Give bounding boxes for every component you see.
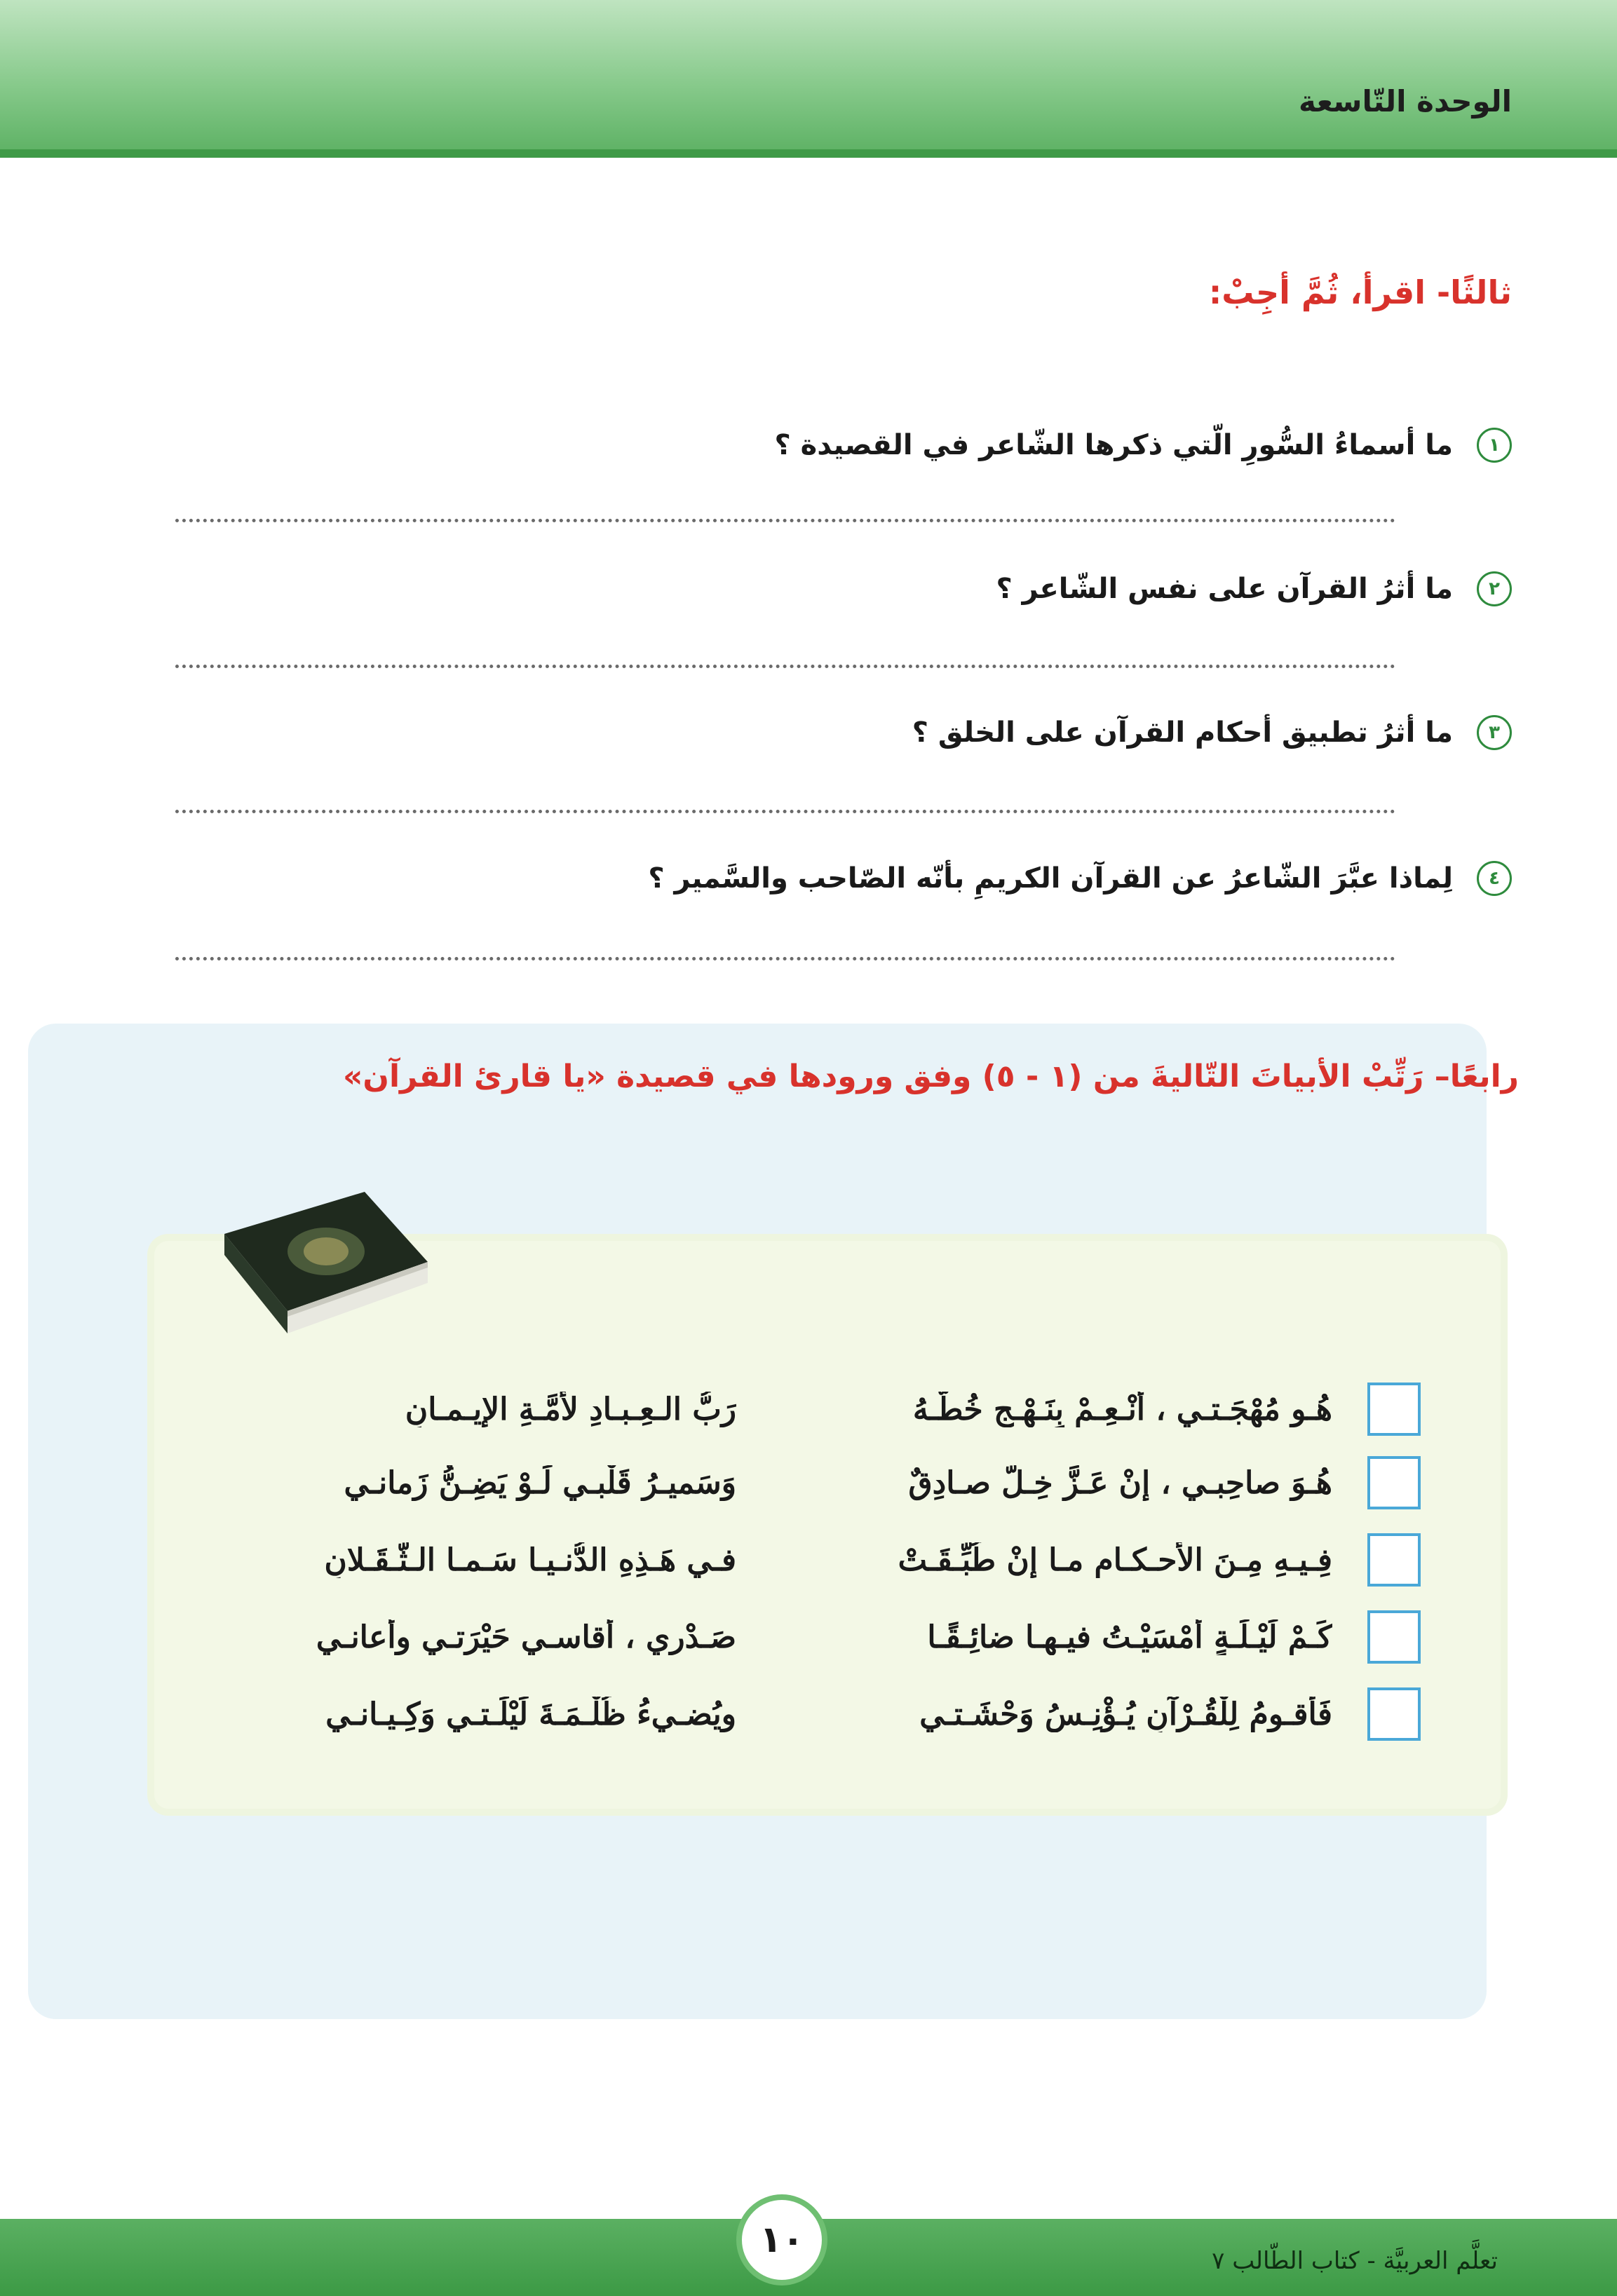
answer-line-4[interactable] bbox=[175, 957, 1395, 960]
verse-second-hemistich: رَبُّ الـعِـبـادِ لأُمَّـةِ الإيـمـانِ bbox=[405, 1391, 736, 1427]
answer-line-3[interactable] bbox=[175, 810, 1395, 813]
question-1 bbox=[109, 421, 1512, 470]
verse-first-hemistich: فَأَقـومُ لِلْقُـرْآنِ يُـؤْنِـسُ وَحْشَـتـي bbox=[919, 1696, 1332, 1732]
verse-first-hemistich: فِـيـهِ مِـنَ الأَحـكـامِ مـا إِنْ طُبِّـقَـتْ bbox=[898, 1542, 1332, 1578]
question-text: ما أسماءُ السُّورِ الّتي ذكرها الشّاعر في القصيدة ؟ bbox=[774, 429, 1453, 461]
order-checkbox[interactable] bbox=[1367, 1456, 1421, 1509]
verse-second-hemistich: فـي هَـذِهِ الدُّنـيـا سَـمـا الـثَّـقَـلانِ bbox=[324, 1542, 736, 1578]
answer-line-2[interactable] bbox=[175, 665, 1395, 668]
question-number: ٤ bbox=[1477, 861, 1512, 896]
question-2 bbox=[109, 564, 1512, 613]
unit-title: الوحدة التّاسعة bbox=[1298, 84, 1512, 118]
section4-title: رابعًا– رَتِّبْ الأبياتَ التّاليةَ من (١ - ٥) وفق ورودها في قصيدة «يا قارئ القرآن» bbox=[342, 1059, 1519, 1094]
quran-book-icon bbox=[210, 1178, 435, 1346]
page-number: ١٠ bbox=[736, 2194, 827, 2285]
question-3 bbox=[109, 708, 1512, 757]
question-4 bbox=[109, 854, 1512, 903]
verse-first-hemistich: هُـوَ صاحِبـي ، إِنْ عَـزَّ خِـلٌّ صـادِقٌ bbox=[908, 1465, 1332, 1501]
section3-title: ثالثًا- اقرأ، ثُمَّ أجِبْ: bbox=[1208, 273, 1512, 311]
question-number: ٢ bbox=[1477, 571, 1512, 606]
order-checkbox[interactable] bbox=[1367, 1533, 1421, 1587]
order-checkbox[interactable] bbox=[1367, 1687, 1421, 1741]
verse-second-hemistich: صَـدْري ، أُقاسـي حَيْرَتـي وأُعانـي bbox=[316, 1619, 736, 1655]
answer-line-1[interactable] bbox=[175, 519, 1395, 522]
verse-row-3 bbox=[187, 1532, 1421, 1588]
question-text: لِماذا عبَّرَ الشّاعرُ عن القرآن الكريمِ بأنّه الصّاحب والسَّمير ؟ bbox=[648, 862, 1453, 895]
question-number: ٣ bbox=[1477, 715, 1512, 750]
verse-first-hemistich: كَـمْ لَيْـلَـةٍ أَمْسَيْـتُ فيـهـا ضائِـقًـا bbox=[927, 1619, 1332, 1655]
question-text: ما أثرُ القرآن على نفس الشّاعر ؟ bbox=[996, 573, 1453, 605]
question-number: ١ bbox=[1477, 428, 1512, 463]
verse-second-hemistich: وَسَميـرُ قَلْبـي لَـوْ يَضِـنُّ زَمانـي bbox=[344, 1465, 736, 1501]
verse-first-hemistich: هُـو مُهْجَـتـي ، أَنْـعِـمْ بِنَـهْـجِ خُطّـهُ bbox=[912, 1391, 1332, 1427]
question-text: ما أثرُ تطبيق أحكام القرآن على الخلق ؟ bbox=[912, 716, 1453, 749]
verse-row-5 bbox=[187, 1686, 1421, 1742]
verse-row-4 bbox=[187, 1609, 1421, 1665]
verse-row-1 bbox=[187, 1381, 1421, 1437]
order-checkbox[interactable] bbox=[1367, 1610, 1421, 1664]
book-title: تعلَّم العربيَّة - كتاب الطّالب ٧ bbox=[1212, 2247, 1498, 2275]
verse-row-2 bbox=[187, 1455, 1421, 1511]
verse-second-hemistich: ويُضـيءُ ظُلْـمَـةَ لَيْلَـتـي وَكِـيـانـي bbox=[325, 1696, 736, 1732]
order-checkbox[interactable] bbox=[1367, 1383, 1421, 1436]
header-band bbox=[0, 0, 1617, 158]
